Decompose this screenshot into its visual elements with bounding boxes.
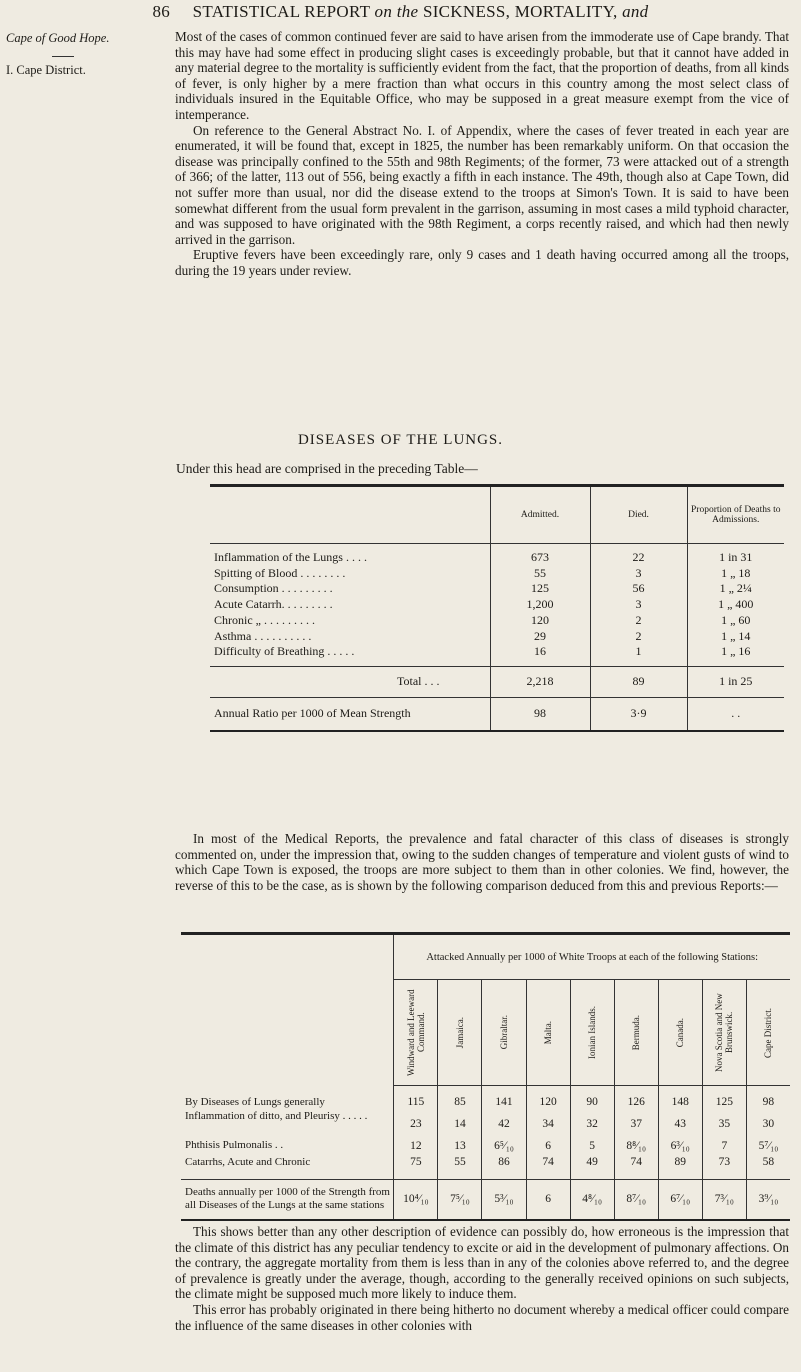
row-label: Difficulty of Breathing . . . . .	[214, 644, 355, 659]
running-header	[0, 2, 801, 22]
station-header: Bermuda.	[614, 980, 658, 1086]
table1-corner	[210, 487, 490, 544]
table1-header-proportion: Proportion of Deaths to Admissions.	[687, 487, 784, 544]
proportion-cell: 1 „ 18	[687, 566, 784, 582]
deaths-cell: 6	[526, 1179, 570, 1220]
table-row	[210, 544, 784, 566]
row-label: Catarrhs, Acute and Chronic	[185, 1155, 311, 1168]
station-header: Ionian Islands.	[570, 980, 614, 1086]
ratio-proportion: . .	[687, 697, 784, 731]
row-label: Inflammation of ditto, and Pleurisy . . . . .	[185, 1110, 368, 1122]
row-label: Inflammation of the Lungs . . . .	[214, 550, 367, 564]
row-label: Spitting of Blood . . . . . . . .	[214, 565, 346, 580]
table-row	[210, 597, 784, 613]
proportion-cell: 1 „ 60	[687, 613, 784, 629]
total-proportion: 1 in 25	[687, 666, 784, 697]
table-row	[210, 613, 784, 629]
admitted-cell: 29	[490, 629, 590, 645]
proportion-cell: 1 „ 14	[687, 629, 784, 645]
deaths-cell: 7⁵⁄₁₀	[438, 1179, 482, 1220]
deaths-row	[181, 1179, 790, 1220]
died-cell: 22	[590, 544, 687, 566]
deaths-cell: 4⁸⁄₁₀	[570, 1179, 614, 1220]
admitted-cell: 125	[490, 581, 590, 597]
row-label: Phthisis Pulmonalis . .	[185, 1139, 284, 1151]
station-column: 126 37 8⁸⁄₁₀ 74	[614, 1086, 658, 1180]
row-label: Asthma . . . . . . . . . .	[214, 628, 312, 643]
deaths-cell: 5³⁄₁₀	[482, 1179, 526, 1220]
row-labels	[181, 1086, 394, 1180]
table-row	[210, 644, 784, 666]
total-admitted: 2,218	[490, 666, 590, 697]
deaths-cell: 10⁴⁄₁₀	[394, 1179, 438, 1220]
table-ratio-row	[210, 697, 784, 731]
paragraph-conclusion: This shows better than any other description of evidence can possibly do, how erroneous is the impression that the climate of this district has any peculiar tendency to excite or aid in the development of pulmonary affections. On the contrary, the aggregate mortality from them is less than in any of the colonies above referred to, and the degree of prevalence is greatly under the average, though, according to the generally received opinions on such subjects, the climate might be supposed much more likely to induce them.	[175, 1224, 789, 1302]
paragraph-medical-reports: In most of the Medical Reports, the prevalence and fatal character of this class of diseases is strongly commented on, under the impression that, owing to the sudden changes of temperature and violent gusts of wind to which Cape Town is exposed, the troops are more subject to them than in other colonies. We find, however, the reverse of this to be the case, as is shown by the following comparison deduced from this and previous Reports:—	[175, 831, 789, 893]
ratio-died: 3·9	[590, 697, 687, 731]
station-header: Nova Scotia and New Brunswick.	[702, 980, 746, 1086]
ratio-label: Annual Ratio per 1000 of Mean Strength	[210, 697, 490, 731]
table2-corner	[181, 935, 394, 1086]
body-text-bottom	[175, 1224, 789, 1333]
deaths-cell: 6⁷⁄₁₀	[658, 1179, 702, 1220]
proportion-cell: 1 „ 16	[687, 644, 784, 666]
deaths-label: Deaths annually per 1000 of the Strength from all Diseases of the Lungs at the same stations	[181, 1179, 394, 1220]
proportion-cell: 1 in 31	[687, 544, 784, 566]
proportion-cell: 1 „ 2¼	[687, 581, 784, 597]
admitted-cell: 120	[490, 613, 590, 629]
table-total-row	[210, 666, 784, 697]
died-cell: 2	[590, 613, 687, 629]
total-label: Total . . .	[210, 666, 490, 697]
station-column: 125 35 7 73	[702, 1086, 746, 1180]
section-subtitle: Under this head are comprised in the preceding Table—	[176, 461, 478, 476]
table1-header-died: Died.	[590, 487, 687, 544]
row-label: Chronic „ . . . . . . . . .	[214, 612, 315, 627]
paragraph-error-origin: This error has probably originated in there being hitherto no document whereby a medical officer could compare the influence of the same diseases in other colonies with	[175, 1301, 789, 1333]
station-header: Jamaica.	[438, 980, 482, 1086]
station-header: Malta.	[526, 980, 570, 1086]
margin-district: I. Cape District.	[6, 63, 86, 77]
admitted-cell: 1,200	[490, 597, 590, 613]
table-row	[210, 629, 784, 645]
margin-colony: Cape of Good Hope.	[6, 31, 110, 45]
died-cell: 2	[590, 629, 687, 645]
died-cell: 56	[590, 581, 687, 597]
page-number: 86	[152, 2, 171, 21]
deaths-cell: 7³⁄₁₀	[702, 1179, 746, 1220]
station-comparison-table	[181, 932, 790, 1221]
header-title-a: STATISTICAL REPORT	[192, 2, 370, 21]
row-label: Consumption . . . . . . . . .	[214, 581, 333, 596]
table-row	[210, 581, 784, 597]
total-died: 89	[590, 666, 687, 697]
header-the: the	[396, 2, 419, 21]
header-and: and	[622, 2, 649, 21]
lung-diseases-table	[210, 484, 784, 732]
deaths-cell: 8⁷⁄₁₀	[614, 1179, 658, 1220]
paragraph-fever-causes: Most of the cases of common continued fever are said to have arisen from the immoderate use of Cape brandy. That this may have had some effect in producing slight cases is exceedingly probable, but that it cannot have added in any material degree to the mortality is sufficiently evident from the fact, that the proportion of deaths, from all kinds of fever, is only higher by a mere fraction than what occurs in this country among the most select class of individuals insured in the Equitable Office, who may be supposed in a great measure exempt from the vice of intemperance.	[175, 29, 789, 122]
deaths-cell: 3⁹⁄₁₀	[746, 1179, 790, 1220]
table1-header-admitted: Admitted.	[490, 487, 590, 544]
station-header: Canada.	[658, 980, 702, 1086]
station-column: 98 30 5⁷⁄₁₀ 58	[746, 1086, 790, 1180]
admitted-cell: 673	[490, 544, 590, 566]
attacked-block	[181, 1086, 790, 1180]
station-column: 90 32 5 49	[570, 1086, 614, 1180]
station-header: Windward and Leeward Command.	[394, 980, 438, 1086]
died-cell: 1	[590, 644, 687, 666]
section-title: DISEASES OF THE LUNGS.	[297, 432, 504, 448]
station-column: 115 23 12 75	[394, 1086, 438, 1180]
row-label: By Diseases of Lungs generally	[185, 1095, 325, 1108]
died-cell: 3	[590, 597, 687, 613]
station-header: Cape District.	[746, 980, 790, 1086]
body-text-middle	[175, 831, 789, 893]
died-cell: 3	[590, 566, 687, 582]
header-on: on	[374, 2, 393, 21]
paragraph-fever-abstract: On reference to the General Abstract No. I. of Appendix, where the cases of fever treated in each year are enumerated, it will be found that, except in 1825, the number has been remarkably uniform. On that occasion the disease was principally confined to the 55th and 98th Regiments; of the former, 73 were attacked out of a strength of 366; of the latter, 113 out of 556, being exactly a fifth in each instance. The 49th, though also at Cape Town, did not suffer more than usual, nor did the disease extend to the troops at Simon's Town. It is said to have been somewhat different from the usual form prevalent in the garrison, assuming in most cases a mild typhoid character, and was supposed to have originated with the 98th Regiment, a corps recently raised, and which had then newly arrived in the garrison.	[175, 122, 789, 247]
table-row	[210, 566, 784, 582]
station-column: 148 43 6³⁄₁₀ 89	[658, 1086, 702, 1180]
margin-divider	[52, 56, 74, 57]
table2-group-header: Attacked Annually per 1000 of White Troops at each of the following Stations:	[394, 935, 790, 980]
row-label: Acute Catarrh. . . . . . . . .	[214, 597, 333, 612]
paragraph-eruptive-fevers: Eruptive fevers have been exceedingly rare, only 9 cases and 1 death having occurred among all the troops, during the 19 years under review.	[175, 247, 789, 278]
station-header: Gibraltar.	[482, 980, 526, 1086]
station-column: 141 42 6⁵⁄₁₀ 86	[482, 1086, 526, 1180]
admitted-cell: 16	[490, 644, 590, 666]
header-title-b: SICKNESS, MORTALITY,	[422, 2, 618, 21]
admitted-cell: 55	[490, 566, 590, 582]
station-column: 85 14 13 55	[438, 1086, 482, 1180]
body-text-top	[175, 29, 789, 279]
ratio-admitted: 98	[490, 697, 590, 731]
proportion-cell: 1 „ 400	[687, 597, 784, 613]
station-column: 120 34 6 74	[526, 1086, 570, 1180]
